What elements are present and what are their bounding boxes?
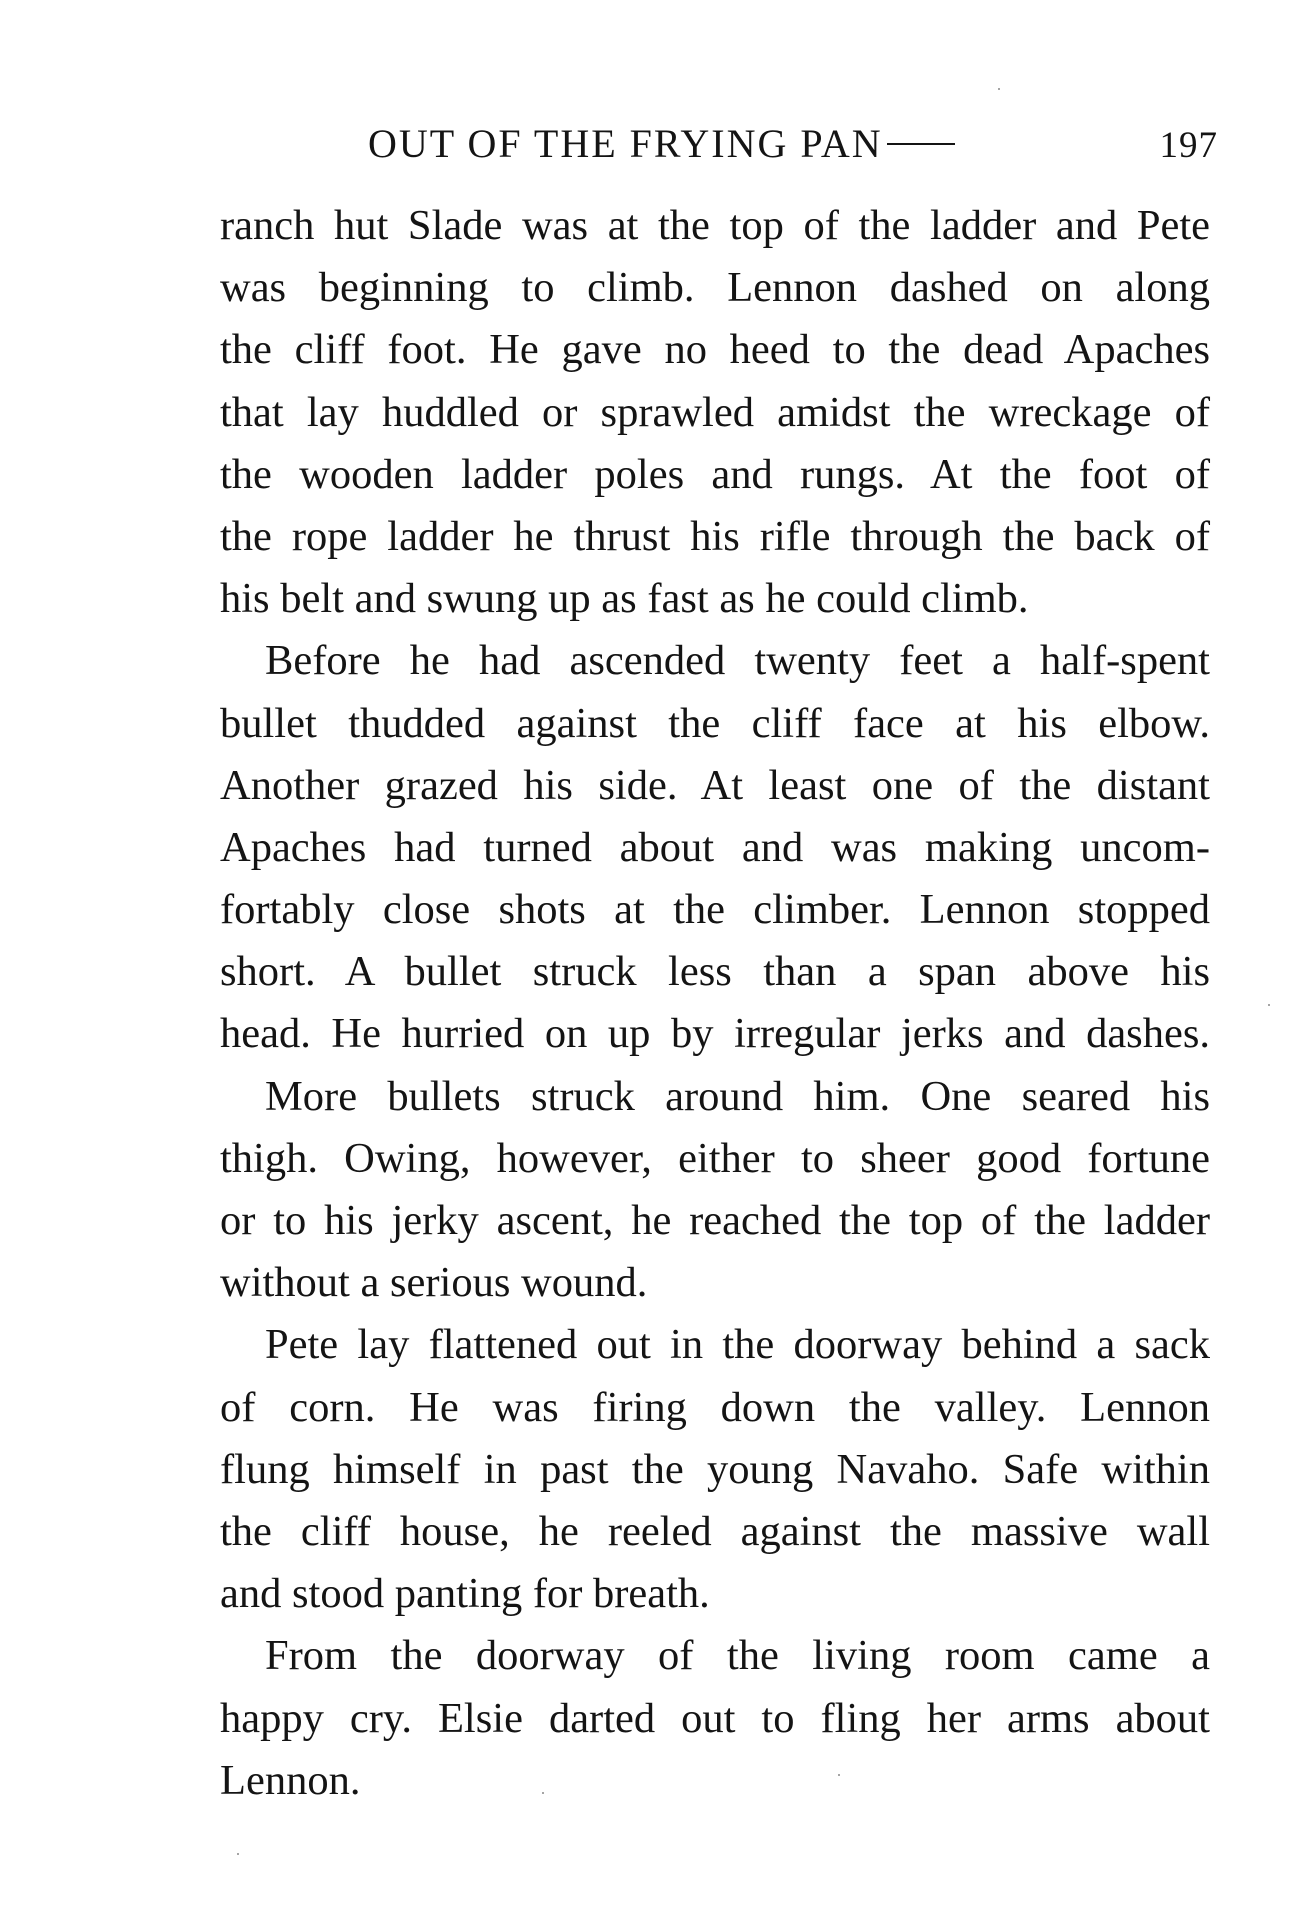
paragraph-2 bbox=[220, 630, 1210, 1065]
text-line: Apaches had turned about and was making uncom- bbox=[220, 823, 1210, 871]
text-line: that lay huddled or sprawled amidst the wreckage of bbox=[220, 388, 1210, 436]
text-line: flung himself in past the young Navaho. Safe within bbox=[220, 1445, 1210, 1493]
text-line: More bullets struck around him. One seared his bbox=[265, 1072, 1210, 1120]
scan-speck bbox=[1268, 1004, 1270, 1006]
body-text bbox=[220, 195, 1210, 1812]
paragraph-3 bbox=[220, 1066, 1210, 1315]
text-line: head. He hurried on up by irregular jerks and dashes. bbox=[220, 1010, 1210, 1058]
text-line: Lennon. bbox=[220, 1756, 361, 1804]
text-line: without a serious wound. bbox=[220, 1259, 648, 1307]
text-line: bullet thudded against the cliff face at his elbow. bbox=[220, 699, 1210, 747]
text-line: Another grazed his side. At least one of the distant bbox=[220, 761, 1210, 809]
text-line: ranch hut Slade was at the top of the ladder and Pete bbox=[220, 202, 1210, 249]
text-line: fortably close shots at the climber. Lennon stopped bbox=[220, 886, 1210, 934]
scan-speck bbox=[542, 1792, 544, 1794]
text-line: Pete lay flattened out in the doorway behind a sack bbox=[265, 1321, 1210, 1369]
text-line: or to his jerky ascent, he reached the top of the ladder bbox=[220, 1197, 1210, 1244]
text-line: the cliff foot. He gave no heed to the dead Apaches bbox=[220, 326, 1210, 374]
paragraph-1 bbox=[220, 195, 1210, 630]
text-line: his belt and swung up as fast as he could climb. bbox=[220, 575, 1029, 623]
paragraph-5 bbox=[220, 1625, 1210, 1812]
text-line: happy cry. Elsie darted out to fling her arms about bbox=[220, 1694, 1210, 1742]
text-line: From the doorway of the living room came a bbox=[265, 1632, 1210, 1680]
running-head-title-text: OUT OF THE FRYING PAN bbox=[368, 121, 883, 166]
text-line: short. A bullet struck less than a span above his bbox=[220, 948, 1210, 996]
running-head-dash bbox=[887, 143, 955, 145]
paragraph-4 bbox=[220, 1314, 1210, 1625]
scan-speck bbox=[838, 1774, 840, 1776]
text-line: and stood panting for breath. bbox=[220, 1570, 710, 1618]
scan-speck bbox=[998, 88, 1000, 90]
text-line: Before he had ascended twenty feet a half-spent bbox=[265, 637, 1210, 685]
text-line: of corn. He was firing down the valley. Lennon bbox=[220, 1383, 1210, 1431]
text-line: the rope ladder he thrust his rifle through the back of bbox=[220, 512, 1210, 560]
page-number: 197 bbox=[1159, 125, 1218, 166]
text-line: the wooden ladder poles and rungs. At the foot of bbox=[220, 450, 1210, 498]
running-head bbox=[368, 120, 1218, 180]
text-line: thigh. Owing, however, either to sheer good fortune bbox=[220, 1134, 1210, 1182]
running-head-title bbox=[368, 120, 955, 167]
scan-speck bbox=[237, 1853, 239, 1855]
text-line: was beginning to climb. Lennon dashed on along bbox=[220, 264, 1210, 312]
text-line: the cliff house, he reeled against the massive wall bbox=[220, 1507, 1210, 1555]
